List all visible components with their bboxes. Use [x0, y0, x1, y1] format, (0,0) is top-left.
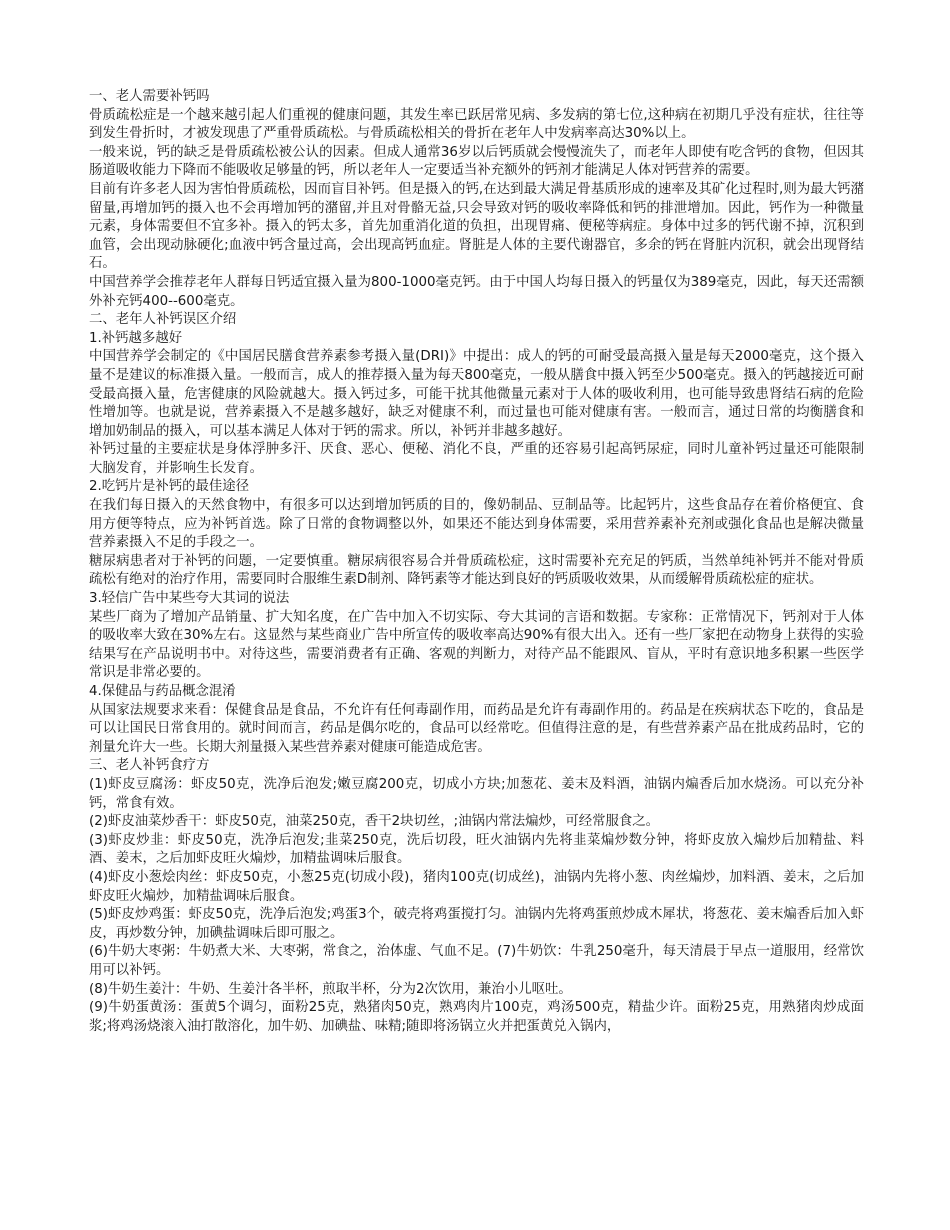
paragraph-advertising-claims: 某些厂商为了增加产品销量、扩大知名度，在广告中加入不切实际、夸大其词的言语和数据。专家称：正常情况下，钙剂对于人体的吸收率大致在30%左右。这显然与某些商业广告中所宣传的吸收率高达90%有很大出入。还有一些厂家把在动物身上获得的实验结果写在产品说明书中。对待这些，需要消费者有正确、客观的判断力，对待产品不能跟风、盲从，平时有意识地多积累一些医学常识是非常必要的。 — [89, 609, 864, 681]
section-heading-need-calcium: 一、老人需要补钙吗 — [89, 89, 210, 104]
paragraph-health-products-vs-drugs: 从国家法规要求来看：保健食品是食品，不允许有任何毒副作用，而药品是允许有毒副作用的。药品是在疾病状态下吃的，食品是可以让国民日常食用的。就时间而言，药品是偶尔吃的，食品可以经常吃。但值得注意的是，有些营养素产品在批成药品时，它的剂量允许大一些。长期大剂量摄入某些营养素对健康可能造成危害。 — [89, 702, 864, 755]
paragraph-recommended-intake: 中国营养学会推荐老年人群每日钙适宜摄入量为800-1000毫克钙。由于中国人均每日摄入的钙量仅为389毫克，因此，每天还需额外补充钙400--600毫克。 — [89, 274, 864, 309]
document-body — [89, 88, 864, 1036]
paragraph-calcium-deficiency: 一般来说，钙的缺乏是骨质疏松被公认的因素。但成人通常36岁以后钙质就会慢慢流失了，而老年人即使有吃含钙的食物，但因其肠道吸收能力下降而不能吸收足够量的钙，所以老年人一定要适当补充额外的钙剂才能满足人体对钙营养的需要。 — [89, 144, 864, 179]
recipe-item: (6)牛奶大枣粥：牛奶煮大米、大枣粥，常食之，治体虚、气血不足。(7)牛奶饮：牛乳250毫升，每天清晨于早点一道服用，经常饮用可以补钙。 — [89, 944, 864, 978]
recipe-item: (5)虾皮炒鸡蛋：虾皮50克，洗净后泡发;鸡蛋3个，破壳将鸡蛋搅打匀。油锅内先将鸡蛋煎炒成木犀状，将葱花、姜末煸香后加入虾皮，再炒数分钟，加碘盐调味后即可服之。 — [89, 907, 864, 941]
subheading-health-products: 4.保健品与药品概念混淆 — [89, 684, 236, 699]
recipe-item: (2)虾皮油菜炒香干：虾皮50克，油菜250克，香干2块切丝，;油锅内常法煸炒，可经常服食之。 — [89, 814, 660, 830]
section-heading-misconceptions: 二、老年人补钙误区介绍 — [89, 312, 237, 328]
recipe-item: (3)虾皮炒韭：虾皮50克，洗净后泡发;韭菜250克，洗后切段，旺火油锅内先将韭菜煸炒数分钟，将虾皮放入煸炒后加精盐、料酒、姜末，之后加虾皮旺火煸炒，加精盐调味后服食。 — [89, 832, 864, 867]
paragraph-natural-foods: 在我们每日摄入的天然食物中，有很多可以达到增加钙质的目的，像奶制品、豆制品等。比起钙片，这些食品存在着价格便宜、食用方便等特点，应为补钙首选。除了日常的食物调整以外，如果还不能达到身体需要，采用营养素补充剂或强化食品也是解决微量营养素摄入不足的手段之一。 — [89, 498, 864, 551]
section-heading-recipes: 三、老人补钙食疗方 — [89, 758, 210, 774]
recipe-item: (8)牛奶生姜汁：牛奶、生姜汁各半杯，煎取半杯，分为2次饮用，兼治小儿呕吐。 — [89, 981, 572, 997]
subheading-calcium-tablets: 2.吃钙片是补钙的最佳途径 — [89, 479, 250, 495]
subheading-more-is-better: 1.补钙越多越好 — [89, 330, 183, 346]
recipe-item: (1)虾皮豆腐汤：虾皮50克，洗净后泡发;嫩豆腐200克，切成小方块;加葱花、姜末及料酒，油锅内煸香后加水烧汤。可以充分补钙，常食有效。 — [89, 776, 864, 811]
paragraph-osteoporosis-intro: 骨质疏松症是一个越来越引起人们重视的健康问题，其发生率已跃居常见病、多发病的第七位,这种病在初期几乎没有症状，往往等到发生骨折时，才被发现患了严重骨质疏松。与骨质疏松相关的骨折在老年人中发病率高达30%以上。 — [89, 107, 864, 142]
paragraph-overdose-symptoms: 补钙过量的主要症状是身体浮肿多汗、厌食、恶心、便秘、消化不良，严重的还容易引起高钙尿症，同时儿童补钙过量还可能限制大脑发育，并影响生长发育。 — [89, 442, 864, 476]
subheading-advertising: 3.轻信广告中某些夸大其词的说法 — [89, 591, 290, 607]
paragraph-blind-supplement: 目前有许多老人因为害怕骨质疏松，因而盲目补钙。但是摄入的钙,在达到最大满足骨基质形成的速率及其矿化过程时,则为最大钙潴留量,再增加钙的摄入也不会再增加钙的潴留,并且对骨骼无益,只会导致对钙的吸收率降低和钙的排泄增加。因此，钙作为一种微量元素，身体需要但不宜多补。摄入的钙太多，首先加重消化道的负担，出现胃痛、便秘等病症。身体中过多的钙代谢不掉，沉积到血管，会出现动脉硬化;血液中钙含量过高，会出现高钙血症。肾脏是人体的主要代谢器官，多余的钙在肾脏内沉积，就会出现肾结石。 — [89, 181, 864, 272]
recipe-item: (4)虾皮小葱烩肉丝：虾皮50克，小葱25克(切成小段)，猪肉100克(切成丝)，油锅内先将小葱、肉丝煸炒，加料酒、姜末，之后加虾皮旺火煸炒，加精盐调味后服食。 — [89, 869, 864, 904]
paragraph-dri-limits: 中国营养学会制定的《中国居民膳食营养素参考摄入量(DRI)》中提出：成人的钙的可耐受最高摄入量是每天2000毫克，这个摄入量不是建议的标准摄入量。一般而言，成人的推荐摄入量为每天800毫克，一般从膳食中摄入钙至少500毫克。摄入的钙越接近可耐受最高摄入量，危害健康的风险就越大。摄入钙过多，可能干扰其他微量元素对于人体的吸收利用，也可能导致患肾结石病的危险性增加等。也就是说，营养素摄入不是越多越好，缺乏对健康不利，而过量也可能对健康有害。一般而言，通过日常的均衡膳食和增加奶制品的摄入，可以基本满足人体对于钙的需求。所以，补钙并非越多越好。 — [89, 349, 864, 439]
paragraph-diabetes: 糖尿病患者对于补钙的问题，一定要慎重。糖尿病很容易合并骨质疏松症，这时需要补充充足的钙质，当然单纯补钙并不能对骨质疏松有绝对的治疗作用，需要同时合服维生素D制剂、降钙素等才能达到良好的钙质吸收效果，从而缓解骨质疏松症的症状。 — [89, 553, 864, 588]
recipe-item: (9)牛奶蛋黄汤：蛋黄5个调匀，面粉25克，熟猪肉50克，熟鸡肉片100克，鸡汤500克，精盐少许。面粉25克，用熟猪肉炒成面浆;将鸡汤烧滚入油打散溶化，加牛奶、加碘盐、味精;随即将汤锅立火并把蛋黄兑入锅内， — [89, 1000, 864, 1034]
